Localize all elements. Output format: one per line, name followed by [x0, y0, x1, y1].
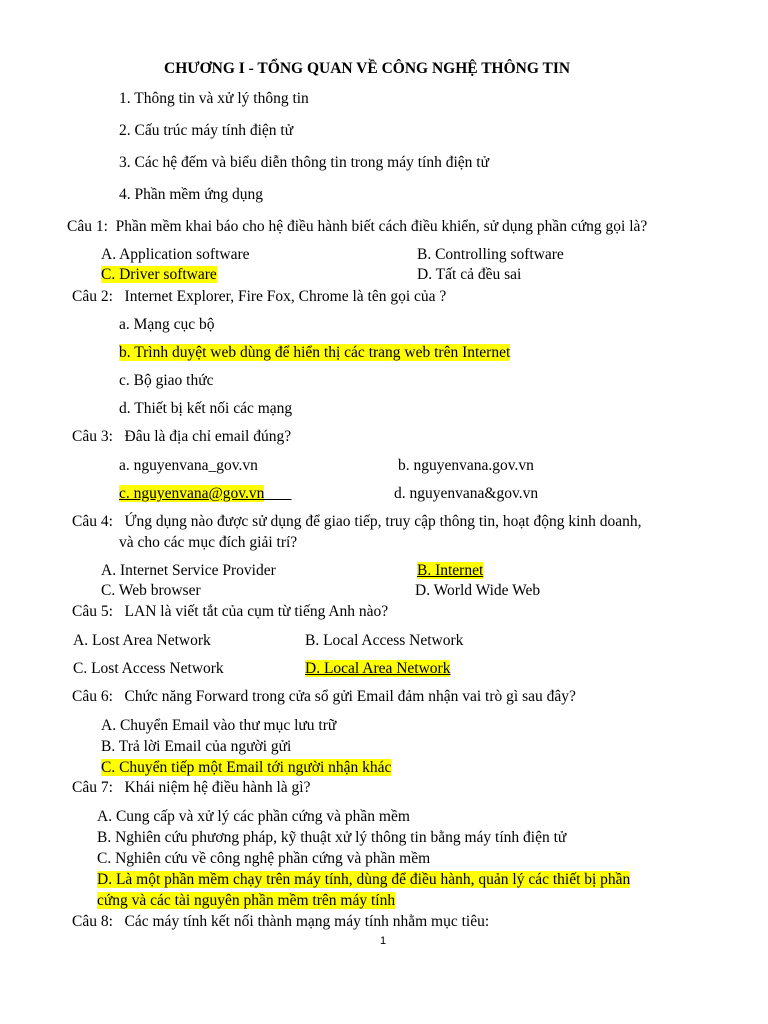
question-label: Câu 2: [72, 288, 113, 305]
option-correct-cont [97, 891, 395, 910]
answer-highlight: D. Là một phần mềm chạy trên máy tính, dùng để điều hành, quản lý các thiết bị phần [97, 871, 631, 888]
option: C. Web browser [101, 582, 201, 599]
question-text: Đâu là địa chỉ email đúng? [124, 428, 292, 445]
option-correct [119, 484, 292, 503]
option: a. nguyenvana_gov.vn [119, 457, 258, 474]
option: a. Mạng cục bộ [119, 316, 215, 333]
answer-highlight: b. Trình duyệt web dùng để hiển thị các trang web trên Internet [119, 344, 511, 361]
question-text: Chức năng Forward trong cửa sổ gửi Email đảm nhận vai trò gì sau đây? [124, 688, 576, 705]
question-text: Internet Explorer, Fire Fox, Chrome là tên gọi của ? [124, 288, 447, 305]
question-text: Ứng dụng nào được sử dụng để giao tiếp, truy cập thông tin, hoạt động kinh doanh, [124, 513, 642, 530]
answer-highlight: C. Driver software [101, 266, 217, 283]
option: A. Lost Area Network [73, 632, 211, 649]
option: B. Controlling software [417, 246, 564, 263]
question-label: Câu 5: [72, 603, 113, 620]
question-label: Câu 7: [72, 779, 113, 796]
option: C. Nghiên cứu về công nghệ phần cứng và phần mềm [97, 850, 431, 867]
option-correct [101, 758, 391, 777]
answer-highlight: B. Internet [417, 562, 484, 579]
question-1 [67, 217, 647, 236]
answer-highlight: C. Chuyển tiếp một Email tới người nhận khác [101, 759, 392, 776]
answer-highlight: cứng và các tài nguyên phần mềm trên máy tính [97, 892, 396, 909]
option-correct [101, 265, 217, 284]
option: D. Tất cả đều sai [417, 266, 522, 283]
option: D. World Wide Web [415, 582, 541, 599]
question-3 [72, 427, 291, 446]
option: A. Internet Service Provider [101, 562, 276, 579]
option: A. Chuyển Email vào thư mục lưu trữ [101, 717, 337, 734]
outline-item: 3. Các hệ đếm và biểu diễn thông tin trong máy tính điện tử [119, 154, 489, 171]
outline-item: 1. Thông tin và xử lý thông tin [119, 90, 309, 107]
option: d. nguyenvana&gov.vn [394, 485, 539, 502]
answer-highlight: c. nguyenvana@gov.vn [119, 485, 265, 502]
option: B. Nghiên cứu phương pháp, kỹ thuật xử lý thông tin bằng máy tính điện tử [97, 829, 567, 846]
option: b. nguyenvana.gov.vn [398, 457, 534, 474]
option: B. Local Access Network [305, 632, 464, 649]
question-text: Phần mềm khai báo cho hệ điều hành biết cách điều khiển, sử dụng phần cứng gọi là? [115, 218, 648, 235]
question-label: Câu 6: [72, 688, 113, 705]
question-label: Câu 3: [72, 428, 113, 445]
question-text-cont: và cho các mục đích giải trí? [119, 534, 298, 551]
question-text: Khái niệm hệ điều hành là gì? [124, 779, 311, 796]
question-label: Câu 8: [72, 913, 113, 930]
question-2 [72, 287, 446, 306]
option: B. Trả lời Email của người gửi [101, 738, 292, 755]
option-correct [119, 343, 510, 362]
outline-item: 4. Phần mềm ứng dụng [119, 186, 264, 203]
chapter-title: CHƯƠNG I - TỔNG QUAN VỀ CÔNG NGHỆ THÔNG TIN [164, 60, 571, 77]
outline-item: 2. Cấu trúc máy tính điện tử [119, 122, 294, 139]
question-4 [72, 512, 642, 531]
question-7 [72, 778, 310, 797]
option: d. Thiết bị kết nối các mạng [119, 400, 293, 417]
option: c. Bộ giao thức [119, 372, 214, 389]
question-8 [72, 912, 489, 931]
question-5 [72, 602, 388, 621]
page-number: 1 [380, 935, 387, 947]
option-correct [417, 561, 483, 580]
question-text: Các máy tính kết nối thành mạng máy tính nhằm mục tiêu: [124, 913, 490, 930]
question-6 [72, 687, 576, 706]
option-correct [97, 870, 630, 889]
question-text: LAN là viết tắt của cụm từ tiếng Anh nào? [124, 603, 389, 620]
question-label: Câu 4: [72, 513, 113, 530]
option: A. Application software [101, 246, 250, 263]
question-label: Câu 1: [67, 218, 108, 235]
answer-highlight: D. Local Area Network [305, 660, 451, 677]
option: C. Lost Access Network [73, 660, 224, 677]
option-correct [305, 659, 450, 678]
option: A. Cung cấp và xử lý các phần cứng và phần mềm [97, 808, 410, 825]
